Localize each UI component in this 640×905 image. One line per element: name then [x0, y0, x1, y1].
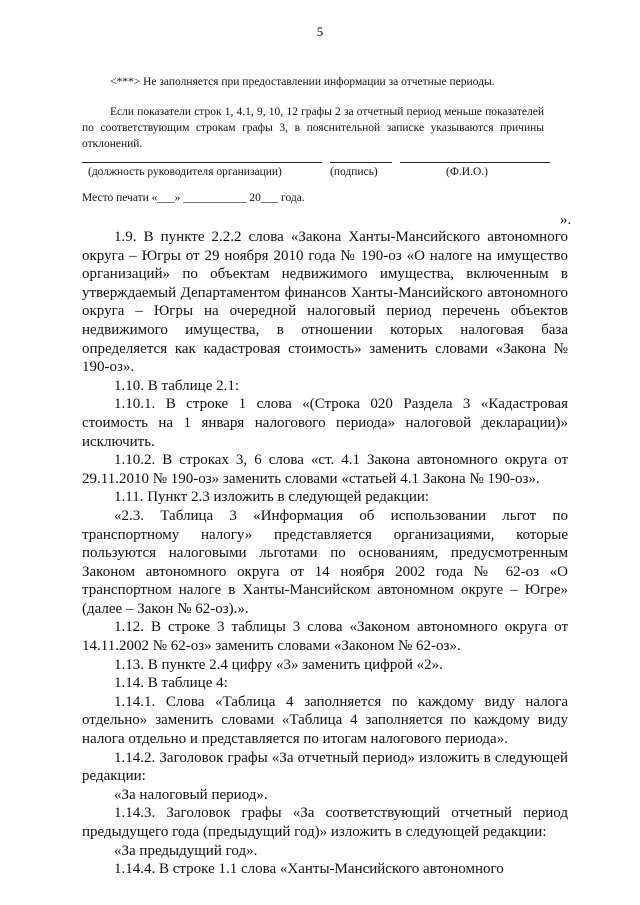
- amendment-text: [82, 228, 568, 879]
- stamp-place-line: Место печати «___» ___________ 20___ года.: [82, 192, 305, 204]
- paragraph-1-14-3: 1.14.3. Заголовок графы «За соответствующий отчетный период предыдущего года (предыдущий год)» изложить в следующей редакции:: [82, 805, 568, 840]
- paragraph-1-12: 1.12. В строке 3 таблицы 3 слова «Законом автономного округа от 14.11.2002 № 62-оз» заменить словами «Законом № 62-оз».: [82, 619, 568, 655]
- fio-signature-line: [400, 162, 550, 163]
- paragraph-1-14-4: 1.14.4. В строке 1.1 слова «Ханты-Мансийского автономного: [114, 861, 504, 878]
- paragraph-1-10: 1.10. В таблице 2.1:: [114, 377, 240, 394]
- fio-label: (Ф.И.О.): [446, 166, 488, 178]
- signature-line: [330, 162, 392, 163]
- paragraph-1-14: 1.14. В таблице 4:: [114, 675, 228, 692]
- paragraph-1-10-1: 1.10.1. В строке 1 слова «(Строка 020 Раздела 3 «Кадастровая стоимость на 1 января налогового периода» налоговой декларации)» исключить.: [82, 396, 568, 450]
- paragraph-1-13: 1.13. В пункте 2.4 цифру «3» заменить цифрой «2».: [114, 656, 443, 673]
- paragraph-1-10-2: 1.10.2. В строках 3, 6 слова «ст. 4.1 Закона автономного округа от 29.11.2010 № 190-оз» заменить словами «статьей 4.1 Закона № 190-оз».: [82, 452, 568, 487]
- paragraph-1-14-1: 1.14.1. Слова «Таблица 4 заполняется по каждому виду налога отдельно» заменить словами «Таблица 4 заполняется по каждому виду налога отдельно и представляется по итогам налогового периода».: [82, 693, 568, 748]
- position-signature-line: [82, 162, 322, 163]
- paragraph-1-11: 1.11. Пункт 2.3 изложить в следующей редакции:: [114, 489, 430, 506]
- paragraph-1-9: 1.9. В пункте 2.2.2 слова «Закона Ханты-Мансийского автономного округа – Югры от 29 ноября 2010 года № 190-оз «О налоге на имущество организаций» по объектам недвижимого имущества, включенным в утверждаемый Департаментом финансов Ханты-Мансийского автономного округа – Югры на очередной налоговый период перечень объектов недвижимого имущества, в отношении которых налоговая база определяется как кадастровая стоимость» заменить словами «Закона № 190-оз».: [82, 229, 568, 376]
- explanatory-note: Если показатели строк 1, 4.1, 9, 10, 12 графы 2 за отчетный период меньше показателей по соответствующим строкам графы 3, в пояснительной записке указываются причины отклонений.: [82, 106, 544, 150]
- paragraph-1-14-2: 1.14.2. Заголовок графы «За отчетный период» изложить в следующей редакции:: [82, 749, 568, 785]
- signature-label: (подпись): [330, 166, 378, 178]
- page-number: 5: [316, 24, 324, 39]
- closing-quote-mark: ».: [560, 212, 572, 228]
- paragraph-2-3-quote: «2.3. Таблица 3 «Информация об использовании льгот по транспортному налогу» представляется организациями, которые пользуются налоговыми льготами по основаниям, предусмотренным Законом автономного округа от 14 ноября 2002 года № 62-оз «О транспортном налоге в Ханты-Мансийском автономном округе – Югре» (далее – Закон № 62-оз).».: [82, 507, 568, 617]
- footnote: <***> Не заполняется при предоставлении информации за отчетные периоды.: [110, 76, 495, 88]
- position-label: (должность руководителя организации): [88, 166, 282, 178]
- paragraph-1-14-3-quote: «За предыдущий год».: [114, 842, 258, 859]
- paragraph-1-14-2-quote: «За налоговый период».: [114, 786, 268, 803]
